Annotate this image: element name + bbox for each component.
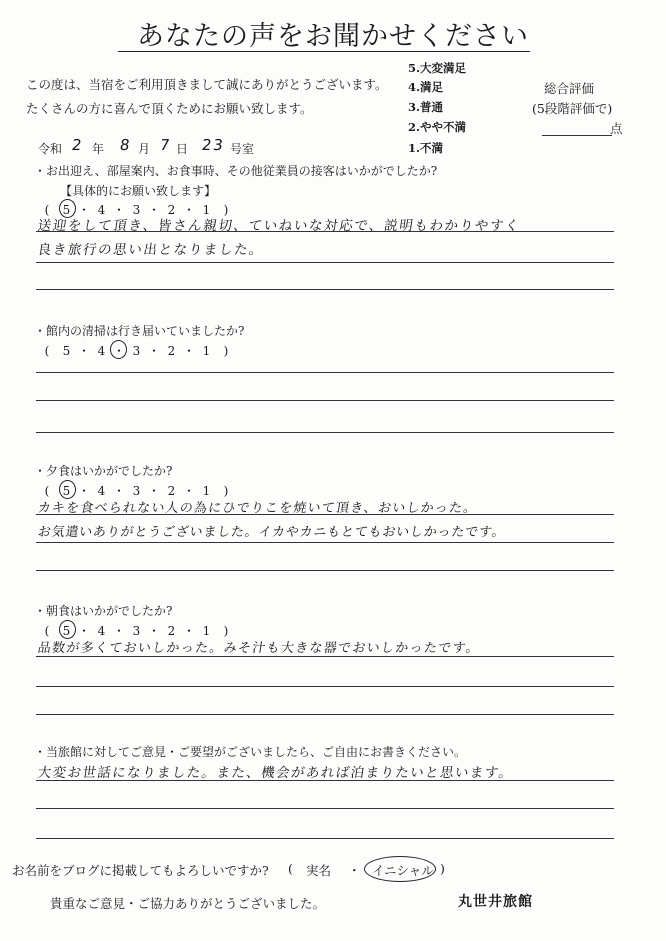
selected-option-oval [364,856,436,882]
room-label: 号室 [230,142,255,156]
rating-option-5[interactable]: 5 [62,624,71,638]
question-5-answer-1: 大変お世話になりました。また、機会があれば泊まりたいと思います。 [36,765,515,781]
date-year-value[interactable]: 2 [70,136,85,154]
overall-score-blank[interactable] [542,135,612,136]
date-month-value[interactable]: 8 [118,136,133,154]
scale-5: 5.大変満足 [408,61,467,75]
rating-option-2[interactable]: 2 [167,344,176,358]
answer-line[interactable] [36,570,614,571]
answer-line[interactable] [36,372,614,373]
blog-option-initial[interactable]: イニシャル [372,863,434,878]
rating-option-2[interactable]: 2 [167,203,176,217]
answer-line[interactable] [36,262,614,263]
question-1-rating[interactable]: ( 5 ・ 4 ・ 3 ・ 2 ・ 1 ) [44,203,229,217]
question-1-text: ・お出迎え、部屋案内、お食事時、その他従業員の接客はいかがでしたか? [34,164,438,178]
overall-title: 総合評価 [544,81,595,96]
overall-unit: 点 [610,121,623,136]
rating-option-3[interactable]: 3 [132,203,141,217]
question-4-rating[interactable]: ( 5 ・ 4 ・ 3 ・ 2 ・ 1 ) [44,624,229,638]
title-underline [118,51,530,52]
rating-option-4[interactable]: 4 [97,624,106,638]
overall-subtitle: (5段階評価で) [532,101,613,116]
date-year-label: 年 [92,142,105,156]
rating-option-5[interactable]: 5 [62,203,71,217]
question-5-text: ・当旅館に対してご意見・ご要望がございましたら、ご自由にお書きください。 [34,745,467,759]
rating-option-1[interactable]: 1 [202,484,211,498]
scale-3: 3.普通 [408,100,444,114]
answer-line[interactable] [36,686,614,687]
date-day-value[interactable]: 7 [158,136,173,154]
question-1-answer-2: 良き旅行の思い出となりました。 [36,242,266,258]
answer-line[interactable] [36,289,614,290]
question-1-answer-1: 送迎をして頂き、皆さん親切、ていねいな対応で、説明もわかりやすく [36,218,522,234]
answer-line[interactable] [36,400,614,401]
answer-line[interactable] [36,714,614,715]
answer-line[interactable] [36,808,614,809]
blog-option-real-name[interactable]: 実名 [306,863,332,878]
rating-option-4[interactable]: 4 [97,203,106,217]
rating-option-4[interactable]: 4 [97,344,106,358]
intro-line-2: たくさんの方に喜んで頂くためにお願い致します。 [26,101,313,116]
question-1-hint: 【具体的にお願い致します】 [60,184,217,198]
blog-question: お名前をブログに掲載してもよろしいですか? [12,863,269,878]
page-title: あなたの声をお聞かせください [137,21,529,52]
date-day-label: 日 [176,142,189,156]
rating-option-2[interactable]: 2 [167,624,176,638]
rating-option-3[interactable]: 3 [132,344,141,358]
rating-option-5[interactable]: 5 [62,344,71,358]
answer-line[interactable] [36,432,614,433]
rating-option-1[interactable]: 1 [202,344,211,358]
rating-option-2[interactable]: 2 [167,484,176,498]
question-4-answer-1: 品数が多くておいしかった。みそ汁も大きな器でおいしかったです。 [36,641,482,656]
question-3-rating[interactable]: ( 5 ・ 4 ・ 3 ・ 2 ・ 1 ) [44,484,229,498]
rating-option-3[interactable]: 3 [132,484,141,498]
answer-line[interactable] [36,656,614,657]
room-number-value[interactable]: 23 [200,136,226,154]
blog-separator: ・ [348,863,361,878]
question-3-answer-2: お気遣いありがとうございました。イカやカニもとてもおいしかったです。 [36,525,507,540]
answer-line[interactable] [36,542,614,543]
date-month-label: 月 [138,142,151,156]
question-3-answer-1: カキを食べられない人の為にひでりこを焼いて頂き、おいしかった。 [36,501,479,516]
rating-option-1[interactable]: 1 [202,624,211,638]
blog-open-paren: ( [288,861,293,876]
question-2-text: ・館内の清掃は行き届いていましたか? [34,324,245,338]
blog-close-paren: ) [440,861,445,876]
rating-option-1[interactable]: 1 [202,203,211,217]
inn-name: 丸世井旅館 [458,894,533,910]
date-era: 令和 [38,142,63,156]
scale-1: 1.不満 [408,141,444,155]
question-4-text: ・朝食はいかがでしたか? [34,604,173,618]
rating-option-4[interactable]: 4 [97,484,106,498]
question-2-rating[interactable]: ( 5 ・ 4 ・ 3 ・ 2 ・ 1 ) [44,344,229,358]
thanks-message: 貴重なご意見・ご協力ありがとうございました。 [50,896,326,911]
scale-4: 4.満足 [408,80,444,94]
answer-line[interactable] [36,838,614,839]
question-3-text: ・夕食はいかがでしたか? [34,464,173,478]
rating-option-3[interactable]: 3 [132,624,141,638]
rating-option-5[interactable]: 5 [62,484,71,498]
intro-line-1: この度は、当宿をご利用頂きまして誠にありがとうございます。 [26,77,388,92]
selected-rating-circle [110,340,127,359]
scale-2: 2.やや不満 [408,120,467,134]
